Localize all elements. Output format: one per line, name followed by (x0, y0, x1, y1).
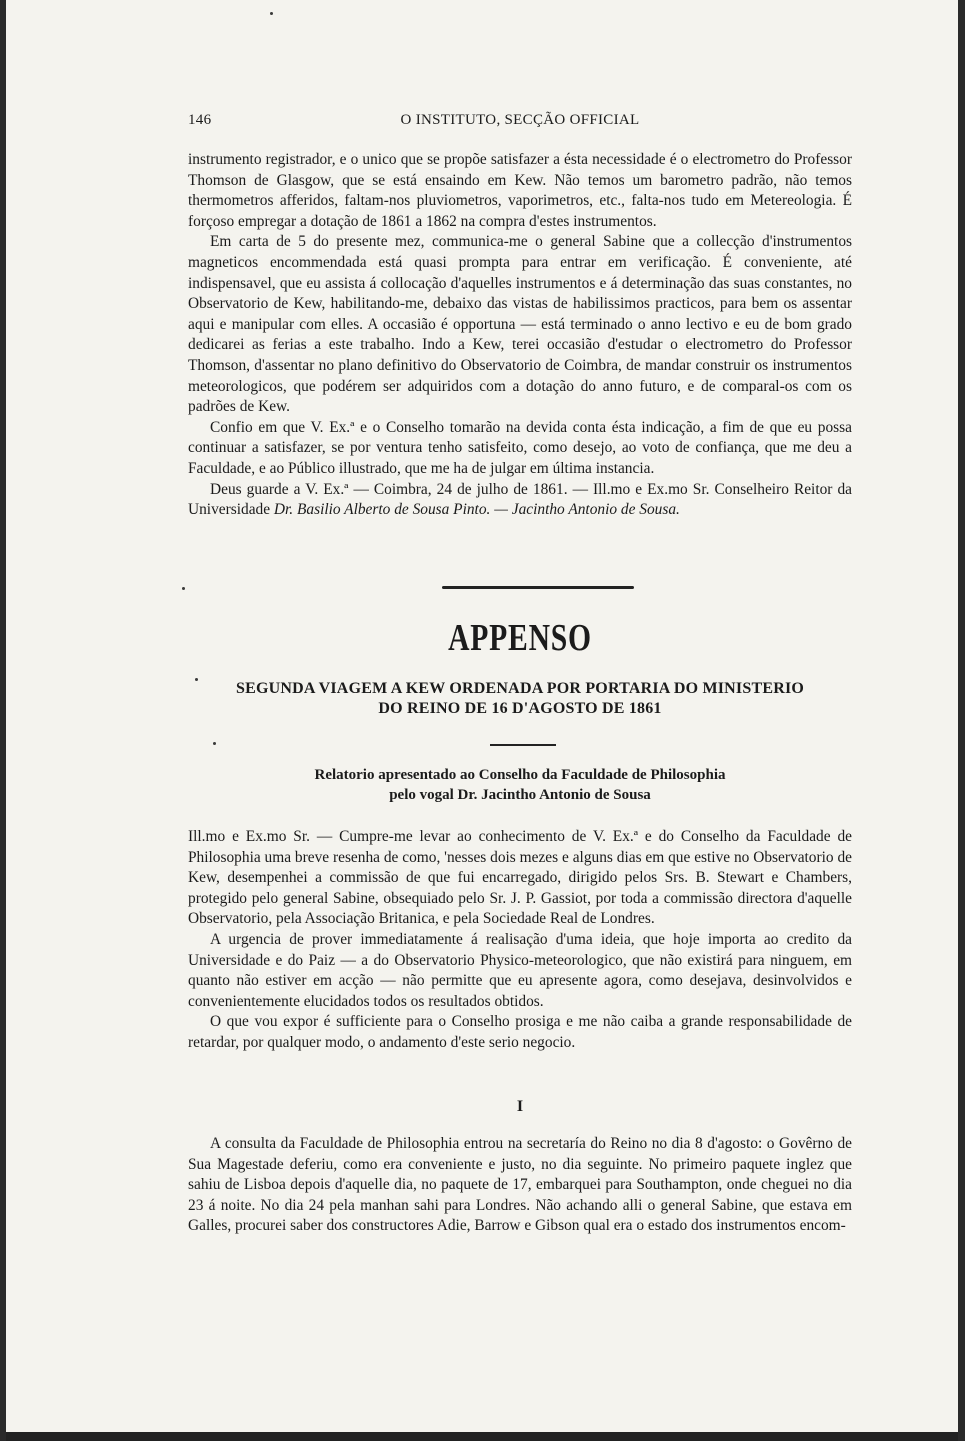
speck-mark (195, 678, 198, 681)
running-title: O INSTITUTO, SECÇÃO OFFICIAL (400, 112, 640, 128)
short-divider (490, 744, 556, 746)
speck-mark (270, 12, 273, 15)
letter-paragraph-3: Confio em que V. Ex.ª e o Conselho tomarão na devida conta ésta indicação, a fim de que eu possa continuar a satisfazer, se por ventura tenho satisfeito, como desejo, ao voto de confiança, que me deu a Faculdade, e ao Público illustrado, que me ha de julgar em última instancia. (188, 418, 852, 477)
report-paragraph-3: O que vou expor é sufficiente para o Conselho prosiga e me não caiba a grande responsabilidade de retardar, por qualquer modo, o andamento d'este serio negocio. (188, 1013, 852, 1051)
appendix-subtitle (188, 679, 852, 719)
page-header (188, 112, 852, 136)
closing-text: Deus guarde a V. Ex.ª — Coimbra, 24 de julho de 1861. — Ill.mo e Ex.mo Sr. Conselheiro Reitor da Universidade (188, 480, 852, 519)
report-heading (188, 765, 852, 805)
section-body (188, 1134, 852, 1237)
report-body (188, 827, 852, 1054)
letter-body (188, 150, 852, 521)
appendix-subtitle-line-1: SEGUNDA VIAGEM A KEW ORDENADA POR PORTARIA DO MINISTERIO (235, 680, 805, 697)
report-paragraph-2: A urgencia de prover immediatamente á realisação d'uma ideia, que hoje importa ao credito da Universidade e do Paiz — a do Observatorio Physico-meteorologico, que não existirá para ninguem, em quanto não estiver em acção — não permitte que eu apresente agora, como desejava, desinvolvidos e convenientemente elucidados todos os resultados obtidos. (188, 930, 852, 1010)
document-page (6, 0, 958, 1441)
letter-closing (188, 480, 852, 521)
appendix-title: APPENSO (448, 617, 592, 659)
letter-paragraph-1: instrumento registrador, e o unico que se propõe satisfazer a ésta necessidade é o electrometro do Professor Thomson de Glasgow, que se está ensaindo em Kew. Não temos um barometro padrão, não temos thermometros afferidos, faltam-nos pluviometros, vaporimetros, etc., falta-nos tudo em Metereologia. É forçoso empregar a dotação de 1861 a 1862 na compra d'estes instrumentos. (188, 151, 852, 230)
page-number: 146 (188, 112, 212, 128)
report-heading-line-1: Relatorio apresentado ao Conselho da Faculdade de Philosophia (314, 767, 726, 783)
section-number: I (516, 1098, 524, 1115)
scan-border (6, 1432, 958, 1441)
letter-paragraph-2: Em carta de 5 do presente mez, communica-me o general Sabine que a collecção d'instrumentos magneticos encommendada está quasi prompta para entrar em verificação. É conveniente, até indispensavel, que eu assista á collocação d'aquelles instrumentos e á determinação das suas constantes, no Observatorio de Kew, habilitando-me, debaixo das vistas de habilissimos practicos, para bem os assentar aqui e manipular com elles. A occasião é opportuna — está terminado o anno lectivo e eu de bom grado dedicarei as ferias a este trabalho. Indo a Kew, terei occasião d'estudar o electrometro do Professor Thomson, d'assentar no plano definitivo do Observatorio de Coimbra, de mandar construir os instrumentos meteorologicos, que podérem ser adquiridos com a dotação do anno futuro, e de comparal-os com os padrões de Kew. (188, 233, 852, 416)
closing-signature: Dr. Basilio Alberto de Sousa Pinto. — Jacintho Antonio de Sousa. (273, 501, 680, 519)
speck-mark (213, 742, 216, 745)
section-paragraph-1: A consulta da Faculdade de Philosophia entrou na secretaría do Reino no dia 8 d'agosto: o Govêrno de Sua Magestade deferiu, como era conveniente e justo, no dia seguinte. No primeiro paquete inglez que sahiu de Lisboa depois d'aquelle dia, no paquete de 17, embarquei para Southampton, onde cheguei no dia 23 á noite. No dia 24 pela manhan sahi para Londres. Não achando alli o general Sabine, que estava em Galles, procurei saber dos constructores Adie, Barrow e Gibson qual era o estado dos instrumentos encom- (188, 1135, 852, 1235)
section-divider (442, 586, 634, 589)
appendix-subtitle-line-2: DO REINO DE 16 D'AGOSTO DE 1861 (378, 700, 662, 717)
report-heading-line-2: pelo vogal Dr. Jacintho Antonio de Sousa (389, 787, 651, 803)
report-paragraph-1: Ill.mo e Ex.mo Sr. — Cumpre-me levar ao conhecimento de V. Ex.ª e do Conselho da Faculdade de Philosophia uma breve resenha de como, 'nesses dois mezes e alguns dias em que estive no Observatorio de Kew, desempenhei a commissão de que fui encarregado, dirigido pelos Srs. B. Stewart e Chambers, protegido pelo general Sabine, obsequiado pelo Sr. J. P. Gassiot, por toda a commissão directora d'aquelle Observatorio, pela Associação Britanica, e pela Sociedade Real de Londres. (188, 828, 852, 928)
speck-mark (182, 587, 185, 590)
